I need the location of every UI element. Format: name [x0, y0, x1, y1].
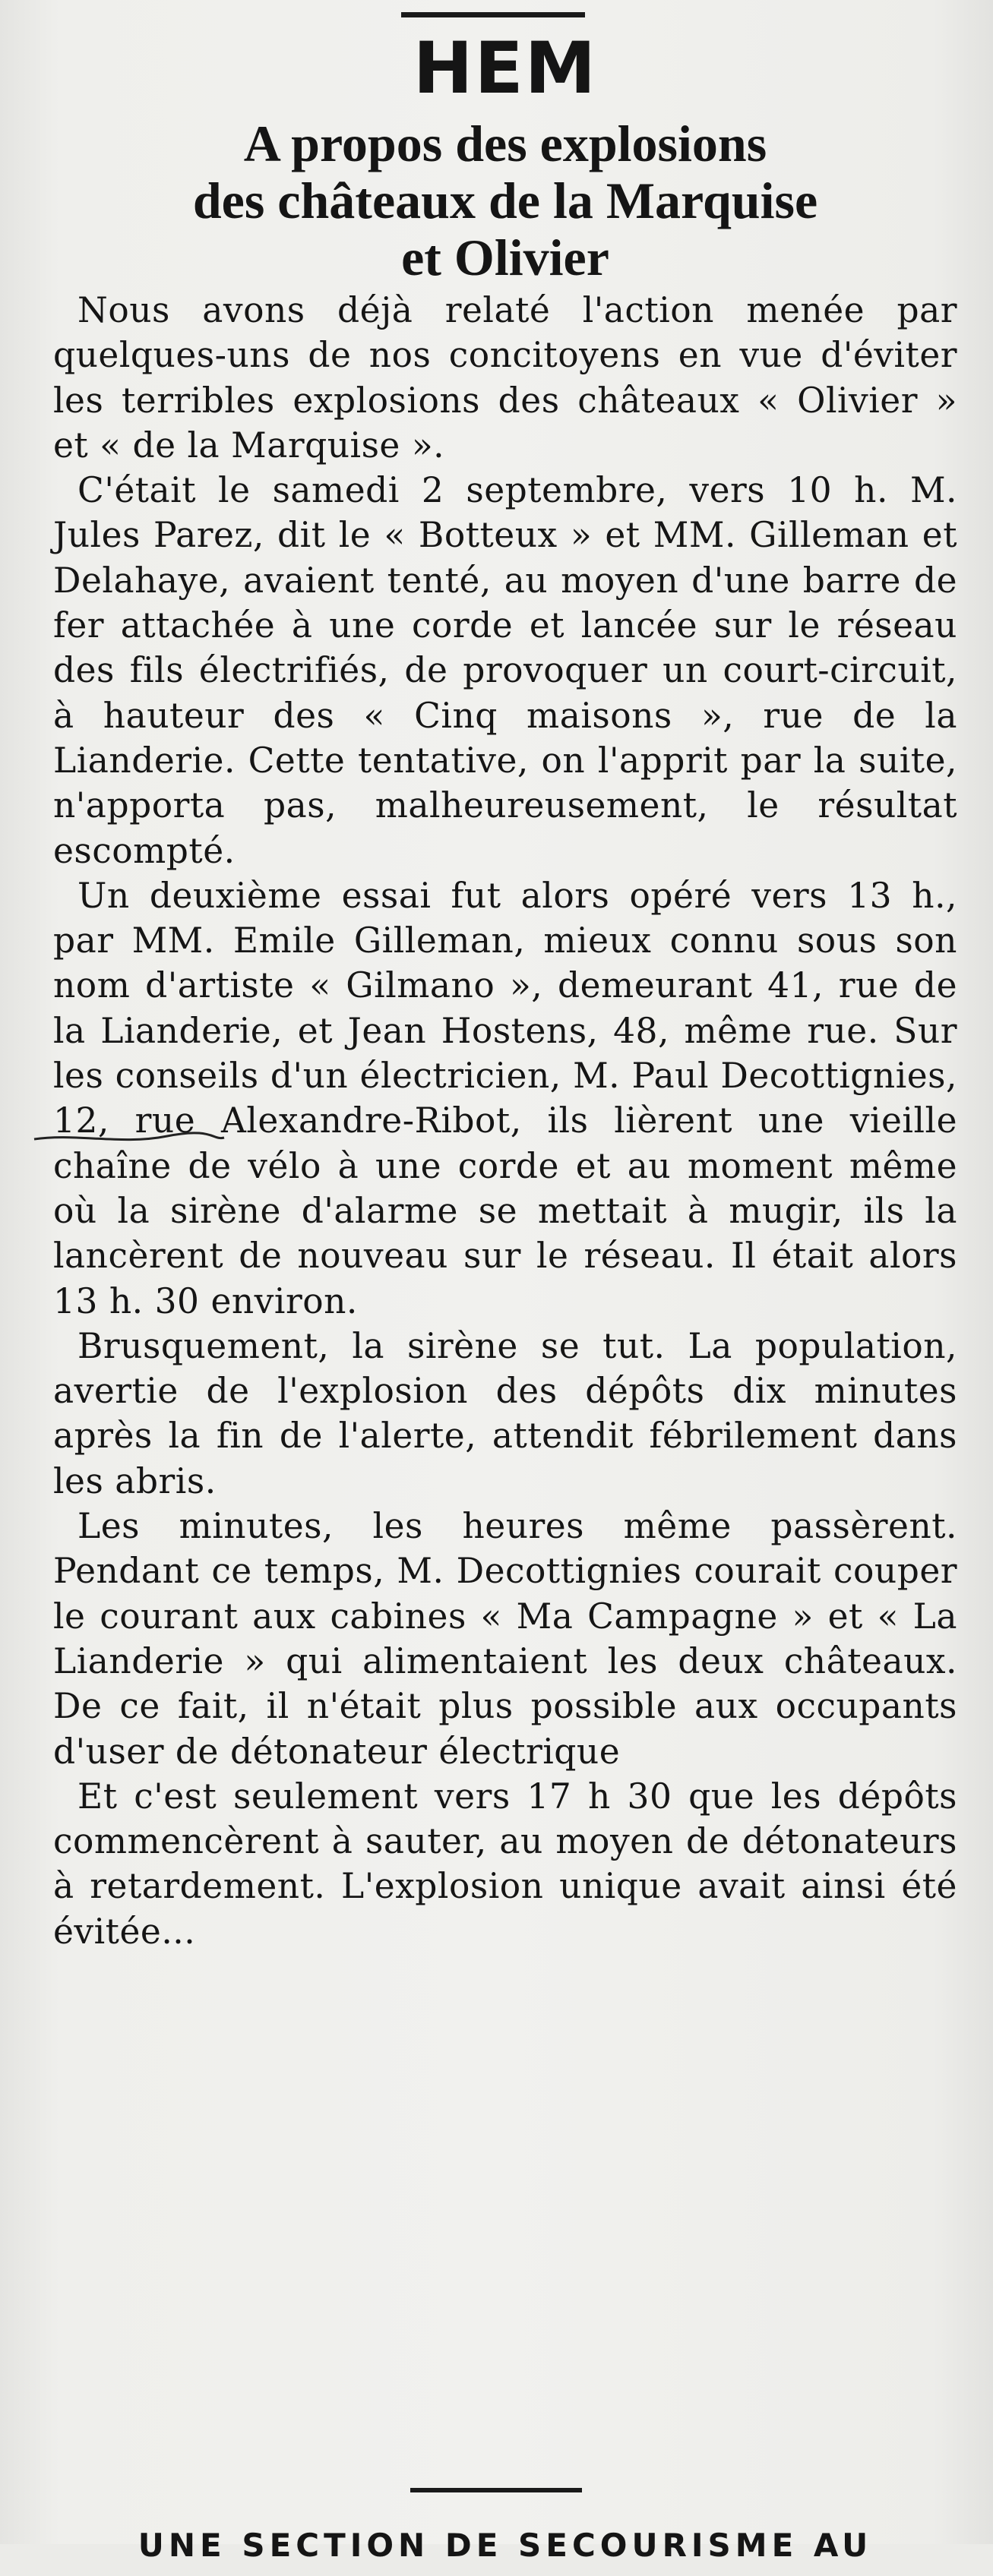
article-paragraph: C'était le samedi 2 septembre, vers 10 h. M. Jules Parez, dit le « Botteux » et MM. Gilleman et Delahaye, avaient tenté, au moyen d'une barre de fer attachée à une corde et lancée sur le réseau des fils électrifiés, de provoquer un court-circuit, à hauteur des « Cinq maisons », rue de la Lianderie. Cette tentative, on l'apprit par la suite, n'apporta pas, malheureusement, le résultat escompté.: [53, 470, 957, 871]
article-paragraph: Un deuxième essai fut alors opéré vers 13 h., par MM. Emile Gilleman, mieux connu sous son nom d'artiste « Gilmano », demeurant 41, rue de la Lianderie, et Jean Hostens, 48, même rue. Sur les conseils d'un électricien, M. Paul Decottignies, 12, rue Alexandre-Ribot, ils lièrent une vieille chaîne de vélo à une corde et au moment même où la sirène d'alarme se mettait à mugir, ils la lancèrent de nouveau sur le réseau. Il était alors 13 h. 30 environ.: [53, 875, 957, 1321]
headline-line-2: des châteaux de la Marquise: [192, 172, 818, 229]
bottom-rule: [410, 2488, 582, 2492]
article-body: [53, 288, 957, 1954]
article-headline: [53, 115, 957, 286]
article-paragraph: Les minutes, les heures même passèrent. Pendant ce temps, M. Decottignies courait couper le courant aux cabines « Ma Campagne » et « La Lianderie » qui alimentaient les deux châteaux. De ce fait, il n'était plus possible aux occupants d'user de détonateur électrique: [53, 1506, 957, 1772]
article-paragraph: Nous avons déjà relaté l'action menée par quelques-uns de nos concitoyens en vue d'éviter les terribles explosions des châteaux « Olivier » et « de la Marquise ».: [53, 290, 957, 466]
article-column: [53, 27, 957, 1954]
dateline-heading: HEM: [413, 27, 598, 110]
next-article-heading-cut: UNE SECTION DE SECOURISME AU: [138, 2527, 873, 2564]
article-paragraph: Brusquement, la sirène se tut. La population, avertie de l'explosion des dépôts dix minutes après la fin de l'alerte, attendit fébrilement dans les abris.: [53, 1325, 957, 1501]
headline-line-3: et Olivier: [401, 229, 609, 286]
headline-line-1: A propos des explosions: [243, 115, 767, 172]
top-rule: [401, 12, 585, 17]
pen-mark: [30, 1122, 228, 1153]
article-paragraph: Et c'est seulement vers 17 h 30 que les dépôts commencèrent à sauter, au moyen de détonateurs à retardement. L'explosion unique avait ainsi été évitée...: [53, 1776, 957, 1952]
